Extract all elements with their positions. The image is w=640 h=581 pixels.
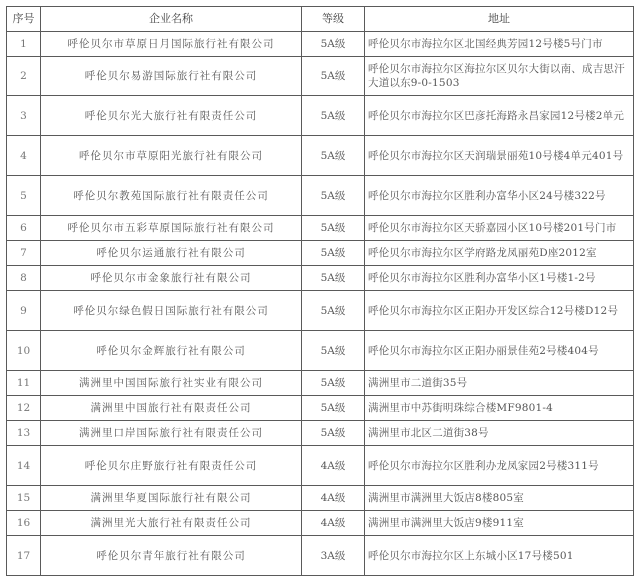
table-row (7, 536, 634, 576)
address-cell: 呼伦贝尔市海拉尔区天润瑞景丽苑10号楼4单元401号 (365, 136, 634, 176)
header-row (7, 7, 634, 32)
company-name-cell: 满洲里口岸国际旅行社有限责任公司 (41, 421, 302, 446)
level-cell: 5A级 (302, 371, 365, 396)
serial-cell: 6 (7, 216, 41, 241)
company-name-cell: 呼伦贝尔庄野旅行社有限责任公司 (41, 446, 302, 486)
address-cell: 呼伦贝尔市海拉尔区巴彦托海路永昌家园12号楼2单元 (365, 96, 634, 136)
table-row (7, 396, 634, 421)
level-cell: 4A级 (302, 446, 365, 486)
serial-cell: 8 (7, 266, 41, 291)
company-name-cell: 呼伦贝尔市草原阳光旅行社有限公司 (41, 136, 302, 176)
address-cell: 满洲里市二道街35号 (365, 371, 634, 396)
level-cell: 5A级 (302, 216, 365, 241)
level-cell: 5A级 (302, 32, 365, 57)
address-cell: 呼伦贝尔市海拉尔区正阳办丽景佳苑2号楼404号 (365, 331, 634, 371)
address-cell: 满洲里市北区二道街38号 (365, 421, 634, 446)
table-row (7, 32, 634, 57)
serial-cell: 9 (7, 291, 41, 331)
serial-cell: 17 (7, 536, 41, 576)
level-cell: 5A级 (302, 291, 365, 331)
level-cell: 5A级 (302, 331, 365, 371)
address-cell: 呼伦贝尔市海拉尔区正阳办开发区综合12号楼D12号 (365, 291, 634, 331)
level-cell: 5A级 (302, 241, 365, 266)
address-cell: 呼伦贝尔市海拉尔区上东城小区17号楼501 (365, 536, 634, 576)
company-name-cell: 呼伦贝尔教苑国际旅行社有限责任公司 (41, 176, 302, 216)
company-name-cell: 呼伦贝尔绿色假日国际旅行社有限公司 (41, 291, 302, 331)
company-name-cell: 呼伦贝尔运通旅行社有限公司 (41, 241, 302, 266)
level-cell: 3A级 (302, 536, 365, 576)
company-name-cell: 满洲里光大旅行社有限责任公司 (41, 511, 302, 536)
address-cell: 满洲里市中苏街明珠综合楼MF9801-4 (365, 396, 634, 421)
table-row (7, 136, 634, 176)
serial-cell: 11 (7, 371, 41, 396)
company-name-cell: 呼伦贝尔市五彩草原国际旅行社有限公司 (41, 216, 302, 241)
company-name-cell: 呼伦贝尔市草原日月国际旅行社有限公司 (41, 32, 302, 57)
serial-cell: 14 (7, 446, 41, 486)
level-cell: 5A级 (302, 136, 365, 176)
level-cell: 5A级 (302, 396, 365, 421)
serial-cell: 7 (7, 241, 41, 266)
serial-cell: 1 (7, 32, 41, 57)
company-name-cell: 呼伦贝尔金辉旅行社有限公司 (41, 331, 302, 371)
header-company-name: 企业名称 (41, 7, 302, 32)
header-address: 地址 (365, 7, 634, 32)
serial-cell: 5 (7, 176, 41, 216)
address-cell: 呼伦贝尔市海拉尔区胜利办富华小区1号楼1-2号 (365, 266, 634, 291)
level-cell: 5A级 (302, 266, 365, 291)
address-cell: 呼伦贝尔市海拉尔区胜利办富华小区24号楼322号 (365, 176, 634, 216)
serial-cell: 3 (7, 96, 41, 136)
company-name-cell: 呼伦贝尔市金象旅行社有限公司 (41, 266, 302, 291)
level-cell: 5A级 (302, 96, 365, 136)
serial-cell: 12 (7, 396, 41, 421)
company-name-cell: 满洲里中国旅行社有限责任公司 (41, 396, 302, 421)
address-cell: 呼伦贝尔市海拉尔区天骄嘉园小区10号楼201号门市 (365, 216, 634, 241)
address-cell: 呼伦贝尔市海拉尔区学府路龙凤丽苑D座2012室 (365, 241, 634, 266)
level-cell: 4A级 (302, 486, 365, 511)
address-cell: 满洲里市满洲里大饭店8楼805室 (365, 486, 634, 511)
address-cell: 呼伦贝尔市海拉尔区海拉尔区贝尔大街以南、成吉思汗大道以东9-0-1503 (365, 57, 634, 96)
table-row (7, 241, 634, 266)
serial-cell: 4 (7, 136, 41, 176)
company-name-cell: 呼伦贝尔易游国际旅行社有限公司 (41, 57, 302, 96)
table-row (7, 421, 634, 446)
table-row (7, 446, 634, 486)
serial-cell: 2 (7, 57, 41, 96)
table-row (7, 486, 634, 511)
company-name-cell: 满洲里华夏国际旅行社有限公司 (41, 486, 302, 511)
company-name-cell: 呼伦贝尔光大旅行社有限责任公司 (41, 96, 302, 136)
level-cell: 5A级 (302, 421, 365, 446)
serial-cell: 13 (7, 421, 41, 446)
table-row (7, 57, 634, 96)
table-row (7, 371, 634, 396)
table-row (7, 511, 634, 536)
level-cell: 5A级 (302, 176, 365, 216)
address-cell: 满洲里市满洲里大饭店9楼911室 (365, 511, 634, 536)
table-row (7, 331, 634, 371)
company-name-cell: 呼伦贝尔青年旅行社有限公司 (41, 536, 302, 576)
travel-agency-table (6, 6, 634, 576)
company-name-cell: 满洲里中国国际旅行社实业有限公司 (41, 371, 302, 396)
table-row (7, 216, 634, 241)
address-cell: 呼伦贝尔市海拉尔区胜利办龙凤家园2号楼311号 (365, 446, 634, 486)
serial-cell: 15 (7, 486, 41, 511)
table-row (7, 96, 634, 136)
level-cell: 5A级 (302, 57, 365, 96)
table-row (7, 176, 634, 216)
serial-cell: 16 (7, 511, 41, 536)
table-row (7, 291, 634, 331)
header-level: 等级 (302, 7, 365, 32)
header-serial: 序号 (7, 7, 41, 32)
level-cell: 4A级 (302, 511, 365, 536)
serial-cell: 10 (7, 331, 41, 371)
address-cell: 呼伦贝尔市海拉尔区北国经典芳园12号楼5号门市 (365, 32, 634, 57)
table-row (7, 266, 634, 291)
